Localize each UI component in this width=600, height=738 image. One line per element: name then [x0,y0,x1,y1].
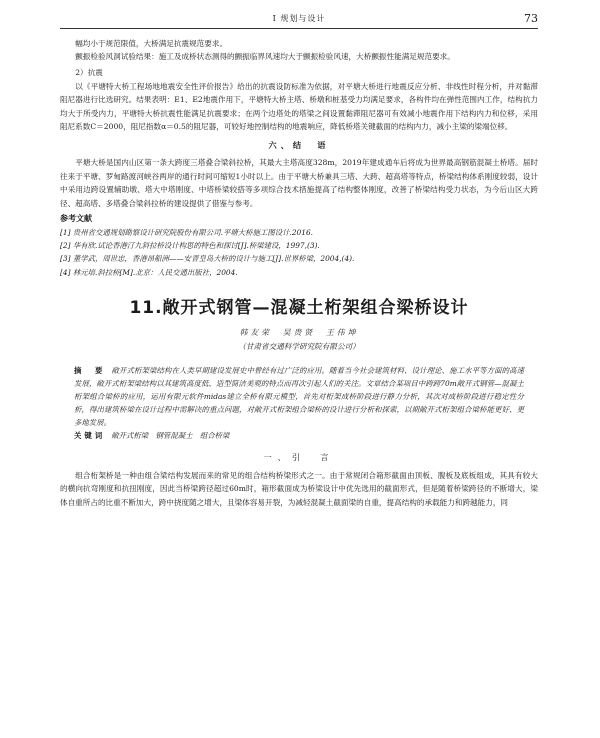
paragraph-seismic: 以《平塘特大桥工程场地地震安全性评价报告》给出的抗震设防标准为依据，对平塘大桥进行地震反应分析、非线性时程分析，并对黏滞阻尼器进行比选研究。结果表明：E1、E2地震作用下，平塘特大桥主塔、桥墩和桩基受力均满足要求，各构件均在弹性范围内工作，结构抗力均大于所受内力，平塘特大桥抗震性能满足抗震要求；在两个边塔处的塔梁之间设置黏滞阻尼器可有效减小地震作用下结构内力和位移，采用阻尼系数C＝2000，阻尼指数α＝0.5的阻尼器，可较好地控制结构的地震响应，降低桥塔关键截面的结构内力，减小主梁的梁端位移。 [60,81,538,132]
reference-item: [4] 林元培.斜拉桥[M].北京：人民交通出版社，2004. [60,267,238,277]
paragraph-wind-result: 幅均小于规范限值，大桥满足抗震规范要求。 [75,39,228,48]
article-authors: 韩友荣 吴贵贤 王伟坤 [239,327,359,337]
abstract-text: 敞开式桁架梁结构在人类早期建设发展史中曾经有过广泛的应用。随着当今社会建筑材料、设计理论、施工水平等方面的高速发展，敞开式桁架梁结构以其建筑高度低、造型简洁美观的特点而再次引起人们的关注。文章结合某项目中跨跨70m敞开式钢管—混凝土桁架组合梁桥的应用，运用有限元软件midas建立全桥有限元模型，首先对桁架成桥阶段进行静力分析，其次对成桥阶段进行稳定性分析，得出建筑桥梁在设计过程中需解决的重点问题，对敞开式桁架组合梁桥的设计进行分析和探索，以期敞开式桁架组合梁桥能更好、更多地发展。 [74,365,524,427]
keywords-text: 敞开式桁梁 钢管混凝土 组合桥梁 [111,430,230,440]
subheading-seismic: 2）抗震 [75,67,103,77]
reference-item: [3] 董学武，周世忠，香港昂船洲——安晋皇岛大桥的设计与施工[J].世界桥梁，2004,(4). [60,254,355,264]
section-heading-conclusion: 六、结 语 [268,140,330,151]
references-title: 参考文献 [60,213,92,224]
article-title: 11.敞开式钢管—混凝土桁架组合梁桥设计 [129,297,469,318]
running-head-title: Ⅰ 规划与设计 [272,14,326,23]
article-affiliation: （甘肃省交通科学研究院有限公司） [238,341,360,351]
keywords-label: 关键词 [74,430,106,440]
paragraph-flutter: 颤振检验风洞试验结果：施工及成桥状态测得的颤振临界风速均大于颤振检验风速，大桥颤振性能满足规范要求。 [75,52,455,62]
page-number: 73 [524,12,538,25]
paragraph-introduction: 组合桁架桥是一种由组合梁结构发展而来的常见的组合结构桥梁形式之一。由于常规闭合箱形截面由顶板、腹板及底板组成，其具有较大的横向抗弯刚度和抗扭刚度，因此当桥梁跨径超过60m时，箱形截面成为桥梁设计中优先选用的截面形式，但是随着桥梁跨径的不断增大，梁体自重所占的比重不断加大，跨中挠度随之增大，且梁体容易开裂，为减轻混凝土截面梁的自重，提高结构的承载能力和跨越能力，同 [60,470,538,507]
reference-list [60,226,538,279]
abstract [60,364,538,429]
abstract-label: 摘 要 [74,365,106,375]
reference-item: [2] 华有欣.试论香港汀九斜拉桥设计构思的特色和探讨[J].桥梁建设，1997,(3). [60,241,320,251]
running-header [60,10,538,29]
paragraph-conclusion: 平塘大桥是国内山区第一条大跨度三塔叠合梁斜拉桥，其最大主塔高度328m，2019年建成通车后将成为世界最高钢筋混凝土桥塔。届时往来于平塘、罗甸路渡河峡谷两岸的通行时间可缩短1小时以上。由于平塘大桥兼具三塔、大跨、超高塔等特点，桥梁结构体系刚度较弱，设计中采用边跨设置辅助墩、塔大中塔刚度、中塔桥梁较搭等多项综合技术措施提高了结构整体刚度，改善了桥梁结构受力状态，为今后山区大跨径、超高塔、多塔叠合梁斜拉桥的建设提供了借鉴与参考。 [60,158,538,208]
page [60,10,538,509]
keywords [60,429,538,442]
reference-item: [1] 贵州省交通规划勘察设计研究院股份有限公司.平塘大桥施工图设计.2016. [60,228,314,238]
section-heading-introduction: 一、引 言 [263,451,335,462]
